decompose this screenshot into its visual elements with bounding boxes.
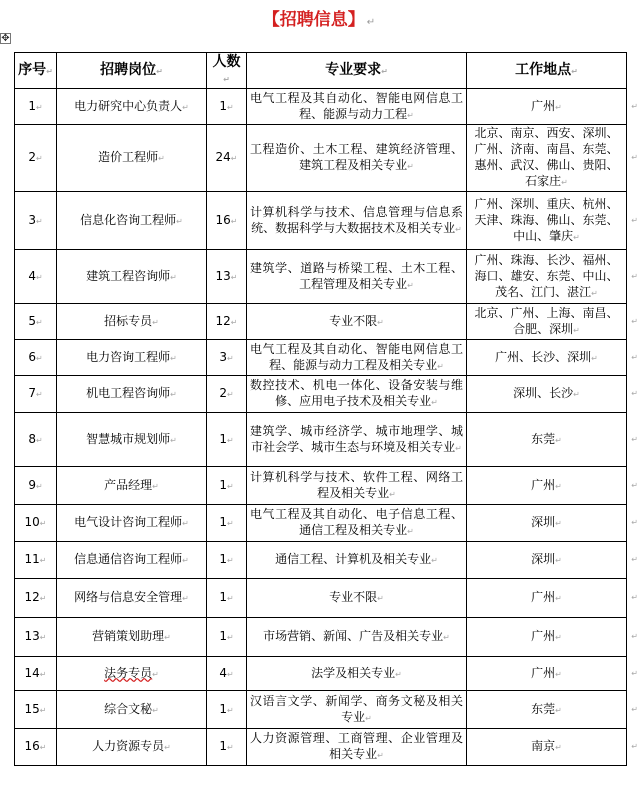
table-row (15, 376, 627, 413)
cell-major: 专业不限↵ (247, 304, 467, 340)
cell-location: 广州、深圳、重庆、杭州、天津、珠海、佛山、东莞、中山、肇庆↵ ↵ (467, 192, 627, 250)
cell-count: 24↵ (207, 125, 247, 192)
header-no: 序号↵ (15, 53, 57, 89)
cell-count: 13↵ (207, 250, 247, 304)
header-location: 工作地点↵ (467, 53, 627, 89)
table-row (15, 657, 627, 691)
cell-number: 8↵ (15, 413, 57, 467)
cell-count: 1↵ (207, 579, 247, 618)
table-row (15, 413, 627, 467)
cell-position: 机电工程咨询师↵ (57, 376, 207, 413)
header-count: 人数↵ (207, 53, 247, 89)
cell-location: 广州、长沙、深圳↵ ↵ (467, 340, 627, 376)
cell-count: 3↵ (207, 340, 247, 376)
cell-location: 深圳↵ ↵ (467, 542, 627, 579)
cell-number: 16↵ (15, 729, 57, 766)
cell-position: 电气设计咨询工程师↵ (57, 505, 207, 542)
cell-number: 9↵ (15, 467, 57, 505)
table-row (15, 542, 627, 579)
cell-number: 7↵ (15, 376, 57, 413)
table-row (15, 691, 627, 729)
cell-major: 数控技术、机电一体化、设备安装与维修、应用电子技术及相关专业↵ (247, 376, 467, 413)
cell-position: 造价工程师↵ (57, 125, 207, 192)
table-row (15, 250, 627, 304)
cell-count: 1↵ (207, 467, 247, 505)
cell-position: 法务专员↵ (57, 657, 207, 691)
cell-count: 1↵ (207, 729, 247, 766)
cell-number: 3↵ (15, 192, 57, 250)
cell-major: 通信工程、计算机及相关专业↵ (247, 542, 467, 579)
cell-location: 深圳、长沙↵ ↵ (467, 376, 627, 413)
cell-location: 东莞↵ ↵ (467, 691, 627, 729)
cell-number: 6↵ (15, 340, 57, 376)
cell-location: 北京、南京、西安、深圳、广州、济南、南昌、东莞、惠州、武汉、佛山、贵阳、石家庄↵ ↵ (467, 125, 627, 192)
table-header-row (15, 53, 627, 89)
cell-location: 广州↵ ↵ (467, 579, 627, 618)
cell-number: 14↵ (15, 657, 57, 691)
cell-count: 16↵ (207, 192, 247, 250)
cell-count: 1↵ (207, 89, 247, 125)
table-row (15, 505, 627, 542)
header-position: 招聘岗位↵ (57, 53, 207, 89)
table-move-handle-icon[interactable]: ✥ (1, 33, 10, 44)
cell-major: 汉语言文学、新闻学、商务文秘及相关专业↵ (247, 691, 467, 729)
cell-position: 招标专员↵ (57, 304, 207, 340)
table-row (15, 340, 627, 376)
cell-count: 4↵ (207, 657, 247, 691)
cell-location: 南京↵ ↵ (467, 729, 627, 766)
cell-position: 智慧城市规划师↵ (57, 413, 207, 467)
cell-major: 计算机科学与技术、软件工程、网络工程及相关专业↵ (247, 467, 467, 505)
cell-major: 人力资源管理、工商管理、企业管理及相关专业↵ (247, 729, 467, 766)
cell-position: 综合文秘↵ (57, 691, 207, 729)
cell-number: 12↵ (15, 579, 57, 618)
table-row (15, 89, 627, 125)
header-major: 专业要求↵ (247, 53, 467, 89)
recruitment-table (14, 52, 638, 766)
cell-position: 电力咨询工程师↵ (57, 340, 207, 376)
cell-major: 电气工程及其自动化、智能电网信息工程、能源与动力工程及相关专业↵ (247, 340, 467, 376)
cell-number: 5↵ (15, 304, 57, 340)
cell-count: 2↵ (207, 376, 247, 413)
cell-count: 1↵ (207, 542, 247, 579)
table-row (15, 618, 627, 657)
cell-major: 电气工程及其自动化、电子信息工程、通信工程及相关专业↵ (247, 505, 467, 542)
cell-position: 信息通信咨询工程师↵ (57, 542, 207, 579)
table-row (15, 579, 627, 618)
table-row (15, 125, 627, 192)
cell-number: 15↵ (15, 691, 57, 729)
cell-location: 北京、广州、上海、南昌、合肥、深圳↵ ↵ (467, 304, 627, 340)
cell-number: 2↵ (15, 125, 57, 192)
cell-location: 东莞↵ ↵ (467, 413, 627, 467)
cell-position: 人力资源专员↵ (57, 729, 207, 766)
table-row (15, 192, 627, 250)
cell-major: 电气工程及其自动化、智能电网信息工程、能源与动力工程↵ (247, 89, 467, 125)
cell-number: 10↵ (15, 505, 57, 542)
cell-location: 广州、珠海、长沙、福州、海口、雄安、东莞、中山、茂名、江门、湛江↵ ↵ (467, 250, 627, 304)
cell-position: 网络与信息安全管理↵ (57, 579, 207, 618)
table-row (15, 467, 627, 505)
cell-location: 广州↵ ↵ (467, 467, 627, 505)
cell-number: 11↵ (15, 542, 57, 579)
cell-major: 专业不限↵ (247, 579, 467, 618)
cell-location: 广州↵ ↵ (467, 657, 627, 691)
cell-major: 法学及相关专业↵ (247, 657, 467, 691)
cell-position: 电力研究中心负责人↵ (57, 89, 207, 125)
cell-count: 1↵ (207, 505, 247, 542)
table-row (15, 304, 627, 340)
cell-major: 市场营销、新闻、广告及相关专业↵ (247, 618, 467, 657)
cell-location: 广州↵ ↵ (467, 89, 627, 125)
cell-location: 深圳↵ ↵ (467, 505, 627, 542)
cell-position: 建筑工程咨询师↵ (57, 250, 207, 304)
cell-number: 1↵ (15, 89, 57, 125)
cell-count: 12↵ (207, 304, 247, 340)
cell-position: 营销策划助理↵ (57, 618, 207, 657)
cell-major: 计算机科学与技术、信息管理与信息系统、数据科学与大数据技术及相关专业↵ (247, 192, 467, 250)
cell-count: 1↵ (207, 413, 247, 467)
cell-major: 建筑学、城市经济学、城市地理学、城市社会学、城市生态与环境及相关专业↵ (247, 413, 467, 467)
cell-major: 工程造价、土木工程、建筑经济管理、建筑工程及相关专业↵ (247, 125, 467, 192)
cell-position: 信息化咨询工程师↵ (57, 192, 207, 250)
document-title: 【招聘信息】 ↵ (262, 10, 376, 30)
cell-count: 1↵ (207, 691, 247, 729)
cell-count: 1↵ (207, 618, 247, 657)
cell-number: 4↵ (15, 250, 57, 304)
table-row (15, 729, 627, 766)
cell-location: 广州↵ ↵ (467, 618, 627, 657)
cell-position: 产品经理↵ (57, 467, 207, 505)
cell-major: 建筑学、道路与桥梁工程、土木工程、工程管理及相关专业↵ (247, 250, 467, 304)
cell-number: 13↵ (15, 618, 57, 657)
